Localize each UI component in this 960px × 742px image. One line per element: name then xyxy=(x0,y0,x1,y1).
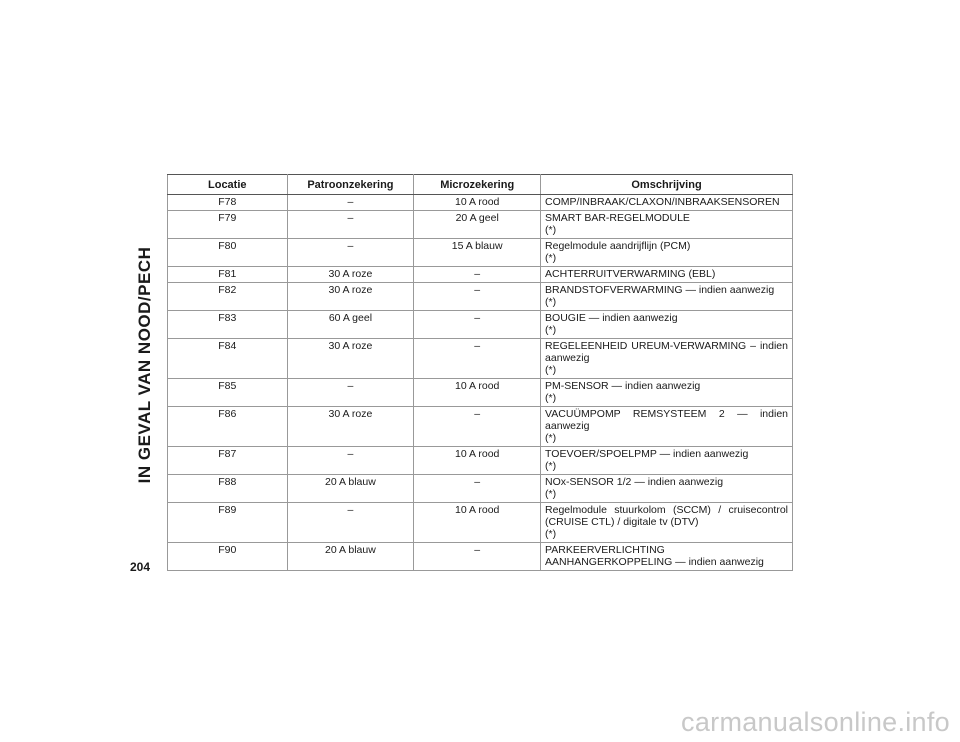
cell-omschrijving xyxy=(541,543,793,571)
cell-omschrijving xyxy=(541,195,793,211)
cell-locatie: F81 xyxy=(168,267,288,283)
cell-microzekering: – xyxy=(414,475,541,503)
table-row xyxy=(168,475,793,503)
description-line: (*) xyxy=(545,364,557,376)
cell-patroonzekering: 20 A blauw xyxy=(287,543,414,571)
description-line: BOUGIE — indien aanwezig xyxy=(545,312,678,324)
cell-omschrijving xyxy=(541,407,793,447)
description-line: (*) xyxy=(545,432,557,444)
cell-patroonzekering: – xyxy=(287,195,414,211)
table-row xyxy=(168,339,793,379)
description-line: (*) xyxy=(545,488,557,500)
table-row xyxy=(168,239,793,267)
cell-omschrijving xyxy=(541,267,793,283)
description-line: COMP/INBRAAK/CLAXON/INBRAAKSENSOREN xyxy=(545,196,780,208)
cell-locatie: F86 xyxy=(168,407,288,447)
cell-omschrijving xyxy=(541,379,793,407)
cell-locatie: F78 xyxy=(168,195,288,211)
header-microzekering: Microzekering xyxy=(414,175,541,195)
description-line: SMART BAR-REGELMODULE xyxy=(545,212,690,224)
table-body xyxy=(168,195,793,571)
description-line: (*) xyxy=(545,224,557,236)
page-number: 204 xyxy=(130,560,151,574)
cell-microzekering: 10 A rood xyxy=(414,195,541,211)
description-line: NOx-SENSOR 1/2 — indien aanwezig xyxy=(545,476,724,488)
cell-microzekering: – xyxy=(414,339,541,379)
table-row xyxy=(168,267,793,283)
header-omschrijving: Omschrijving xyxy=(541,175,793,195)
header-patroonzekering: Patroonzekering xyxy=(287,175,414,195)
cell-locatie: F89 xyxy=(168,503,288,543)
cell-locatie: F80 xyxy=(168,239,288,267)
cell-locatie: F87 xyxy=(168,447,288,475)
description-line: VACUÜMPOMP REMSYSTEEM 2 — indien aanwezig xyxy=(545,408,788,432)
cell-patroonzekering: – xyxy=(287,211,414,239)
cell-microzekering: – xyxy=(414,283,541,311)
description-line: (*) xyxy=(545,460,557,472)
table-row xyxy=(168,211,793,239)
cell-omschrijving xyxy=(541,239,793,267)
cell-locatie: F84 xyxy=(168,339,288,379)
cell-patroonzekering: 30 A roze xyxy=(287,407,414,447)
cell-microzekering: 10 A rood xyxy=(414,447,541,475)
cell-microzekering: 20 A geel xyxy=(414,211,541,239)
cell-omschrijving xyxy=(541,503,793,543)
description-line: PARKEERVERLICHTING AANHANGERKOPPELING — indien aanwezig xyxy=(545,544,764,568)
cell-microzekering: 15 A blauw xyxy=(414,239,541,267)
header-locatie: Locatie xyxy=(168,175,288,195)
description-line: (*) xyxy=(545,392,557,404)
description-line: (*) xyxy=(545,252,557,264)
cell-patroonzekering: 30 A roze xyxy=(287,283,414,311)
cell-omschrijving xyxy=(541,283,793,311)
cell-patroonzekering: 20 A blauw xyxy=(287,475,414,503)
table-row xyxy=(168,447,793,475)
cell-microzekering: – xyxy=(414,311,541,339)
cell-locatie: F79 xyxy=(168,211,288,239)
cell-locatie: F90 xyxy=(168,543,288,571)
description-line: ACHTERRUITVERWARMING (EBL) xyxy=(545,268,716,280)
cell-patroonzekering: – xyxy=(287,239,414,267)
description-line: PM-SENSOR — indien aanwezig xyxy=(545,380,701,392)
cell-microzekering: – xyxy=(414,543,541,571)
description-line: (*) xyxy=(545,528,557,540)
cell-patroonzekering: 60 A geel xyxy=(287,311,414,339)
cell-microzekering: – xyxy=(414,267,541,283)
cell-patroonzekering: – xyxy=(287,379,414,407)
description-line: Regelmodule stuurkolom (SCCM) / cruisecontrol (CRUISE CTL) / digitale tv (DTV) xyxy=(545,504,788,528)
cell-microzekering: – xyxy=(414,407,541,447)
description-line: (*) xyxy=(545,324,557,336)
cell-locatie: F82 xyxy=(168,283,288,311)
cell-omschrijving xyxy=(541,311,793,339)
cell-omschrijving xyxy=(541,211,793,239)
table-header-row xyxy=(168,175,793,195)
table-row xyxy=(168,503,793,543)
section-title xyxy=(130,170,160,560)
table-row xyxy=(168,379,793,407)
cell-patroonzekering: – xyxy=(287,447,414,475)
cell-omschrijving xyxy=(541,447,793,475)
cell-patroonzekering: 30 A roze xyxy=(287,339,414,379)
description-line: TOEVOER/SPOELPMP — indien aanwezig xyxy=(545,448,749,460)
fuse-table xyxy=(167,174,793,571)
cell-omschrijving xyxy=(541,339,793,379)
section-title-text: IN GEVAL VAN NOOD/PECH xyxy=(135,246,154,484)
table-row xyxy=(168,407,793,447)
table-row xyxy=(168,283,793,311)
description-line: Regelmodule aandrijflijn (PCM) xyxy=(545,240,691,252)
table-row xyxy=(168,311,793,339)
cell-patroonzekering: 30 A roze xyxy=(287,267,414,283)
cell-locatie: F85 xyxy=(168,379,288,407)
cell-microzekering: 10 A rood xyxy=(414,379,541,407)
cell-locatie: F88 xyxy=(168,475,288,503)
description-line: REGELEENHEID UREUM-VERWARMING – indien aanwezig xyxy=(545,340,788,364)
description-line: (*) xyxy=(545,296,557,308)
cell-patroonzekering: – xyxy=(287,503,414,543)
watermark: carmanualsonline.info xyxy=(681,707,950,737)
cell-omschrijving xyxy=(541,475,793,503)
table-row xyxy=(168,195,793,211)
table-row xyxy=(168,543,793,571)
cell-locatie: F83 xyxy=(168,311,288,339)
description-line: BRANDSTOFVERWARMING — indien aanwezig xyxy=(545,284,775,296)
cell-microzekering: 10 A rood xyxy=(414,503,541,543)
